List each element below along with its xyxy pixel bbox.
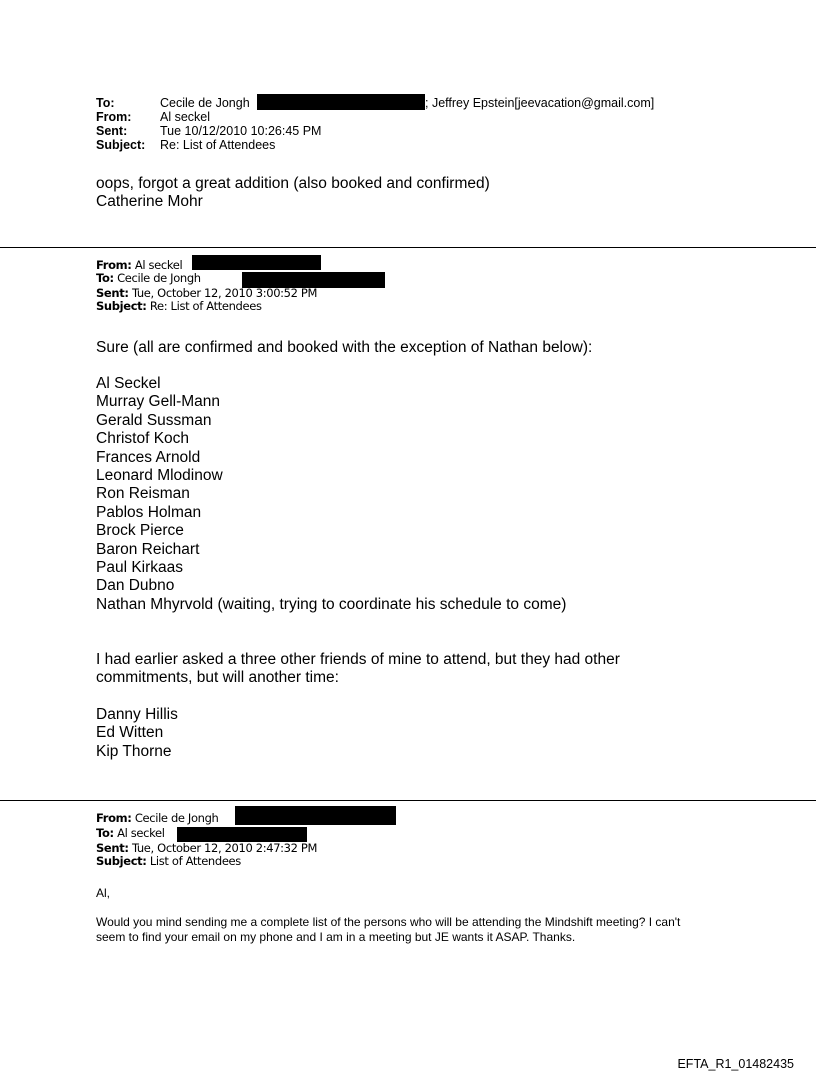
attendee-item: Christof Koch	[96, 430, 190, 448]
sent-value: Tue, October 12, 2010 2:47:32 PM	[131, 841, 318, 855]
email1-from-row	[96, 110, 210, 124]
to-value: Cecile de Jongh	[160, 96, 250, 110]
attendee-item: Murray Gell-Mann	[96, 393, 221, 411]
from-value: Cecile de Jongh	[134, 811, 219, 825]
email3-body-line: seem to find your email on my phone and I am in a meeting but JE wants it ASAP. Thanks.	[96, 929, 576, 944]
from-value: Al seckel	[134, 258, 183, 272]
email2-other-line: I had earlier asked a three other friends of mine to attend, but they had other	[96, 651, 620, 668]
redaction-box	[257, 94, 425, 110]
to-label: To:	[96, 271, 114, 285]
divider	[0, 247, 816, 248]
email1-body-line: oops, forgot a great addition (also booked and confirmed)	[96, 175, 490, 192]
email1-to-row	[96, 96, 250, 110]
document-id: EFTA_R1_01482435	[677, 1057, 794, 1071]
redaction-box	[177, 827, 307, 842]
email1-sent-row	[96, 124, 321, 138]
subject-value: List of Attendees	[149, 854, 241, 868]
attendee-item: Frances Arnold	[96, 448, 201, 466]
attendee-item: Dan Dubno	[96, 577, 175, 595]
subject-label: Subject:	[96, 299, 147, 313]
other-friend-item: Ed Witten	[96, 724, 164, 742]
divider	[0, 800, 816, 801]
attendee-item: Brock Pierce	[96, 522, 184, 540]
to-label: To:	[96, 96, 115, 110]
sent-value: Tue 10/12/2010 10:26:45 PM	[160, 124, 322, 138]
subject-label: Subject:	[96, 138, 146, 152]
email1-subject-row	[96, 138, 275, 152]
email3-subject-row	[96, 855, 241, 868]
sent-label: Sent:	[96, 124, 128, 138]
attendee-item: Gerald Sussman	[96, 411, 212, 429]
from-value: Al seckel	[160, 110, 211, 124]
email1-body-line: Catherine Mohr	[96, 193, 203, 210]
email2-intro: Sure (all are confirmed and booked with the exception of Nathan below):	[96, 339, 593, 356]
attendee-item: Paul Kirkaas	[96, 559, 184, 576]
redaction-box	[192, 255, 321, 270]
attendee-item: Pablos Holman	[96, 503, 202, 521]
email3-to-row	[96, 827, 165, 840]
email2-subject-row	[96, 300, 262, 313]
attendee-item: Ron Reisman	[96, 485, 190, 503]
to-value: Cecile de Jongh	[117, 271, 201, 285]
email2-to-row	[96, 272, 201, 285]
subject-label: Subject:	[96, 854, 147, 868]
attendee-item: Nathan Mhyrvold (waiting, trying to coordinate his schedule to come)	[96, 595, 567, 613]
other-friend-item: Kip Thorne	[96, 742, 172, 760]
sent-value: Tue, October 12, 2010 3:00:52 PM	[131, 286, 318, 300]
from-label: From:	[96, 811, 132, 825]
attendee-item: Leonard Mlodinow	[96, 467, 223, 484]
redaction-box	[235, 806, 396, 825]
from-label: From:	[96, 258, 132, 272]
other-friend-item: Danny Hillis	[96, 706, 178, 723]
from-label: From:	[96, 110, 132, 124]
to-value-cont: ; Jeffrey Epstein[jeevacation@gmail.com]	[425, 96, 655, 110]
email3-body-line: Would you mind sending me a complete list of the persons who will be attending the Mindshift meeting? I can't	[96, 915, 681, 929]
attendee-item: Baron Reichart	[96, 540, 200, 558]
to-label: To:	[96, 826, 114, 840]
subject-value: Re: List of Attendees	[149, 299, 262, 313]
sent-label: Sent:	[96, 286, 129, 300]
sent-label: Sent:	[96, 841, 129, 855]
email3-greeting: Al,	[96, 886, 111, 900]
subject-value: Re: List of Attendees	[160, 138, 276, 152]
email2-other-line: commitments, but will another time:	[96, 669, 339, 687]
attendee-item: Al Seckel	[96, 375, 161, 392]
to-value: Al seckel	[117, 826, 165, 840]
email1-to-row-cont	[425, 96, 654, 110]
email3-from-row	[96, 812, 218, 825]
